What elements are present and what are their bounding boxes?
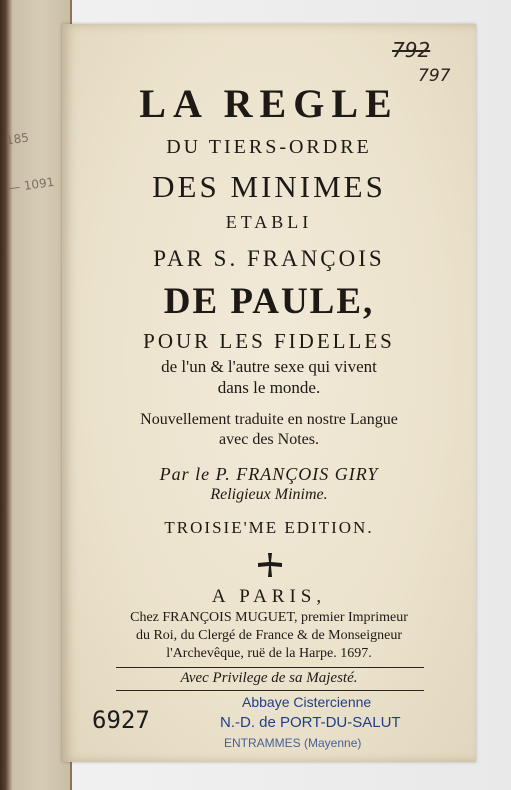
- divider-rule: [116, 667, 424, 668]
- shelf-mark: 797: [418, 66, 451, 86]
- title-line: DES MINIMES: [152, 169, 386, 204]
- shelf-mark-struck: 792: [392, 38, 431, 62]
- imprint-line: Chez FRANÇOIS MUGUET, premier Imprimeur: [130, 610, 408, 625]
- title-line: LA REGLE: [139, 81, 399, 126]
- author-line: Religieux Minime.: [210, 486, 328, 503]
- stamp-line: Abbaye Cistercienne: [242, 694, 372, 710]
- inventory-number: 6927: [92, 706, 150, 734]
- imprint-line: du Roi, du Clergé de France & de Monseigneur: [135, 628, 403, 643]
- title-line: DE PAULE,: [163, 281, 375, 322]
- left-page-note: — 1091: [7, 174, 56, 196]
- divider-rule: [116, 690, 424, 691]
- privilege-line: Avec Privilege de sa Majesté.: [180, 670, 358, 686]
- title-line: dans le monde.: [217, 378, 321, 397]
- title-line: ETABLI: [225, 212, 313, 232]
- title-line: avec des Notes.: [219, 431, 319, 448]
- title-line: DU TIERS-ORDRE: [166, 136, 372, 158]
- title-line: Nouvellement traduite en nostre Langue: [140, 411, 398, 428]
- stamp-line: N.-D. de PORT-DU-SALUT: [220, 714, 401, 731]
- title-page: [62, 24, 476, 762]
- author-line: Par le P. FRANÇOIS GIRY: [159, 464, 379, 484]
- title-line: POUR LES FIDELLES: [143, 329, 395, 353]
- stamp-line: ENTRAMMES (Mayenne): [224, 736, 362, 750]
- place-line: A PARIS,: [211, 586, 327, 607]
- left-page-note: 185: [5, 130, 30, 148]
- edition-line: TROISIE'ME EDITION.: [164, 518, 374, 537]
- title-line: PAR S. FRANÇOIS: [153, 246, 385, 271]
- imprint-line: l'Archevêque, ruë de la Harpe. 1697.: [166, 646, 372, 661]
- title-line: de l'un & l'autre sexe qui vivent: [161, 357, 377, 376]
- cross-ornament-icon: [257, 552, 283, 578]
